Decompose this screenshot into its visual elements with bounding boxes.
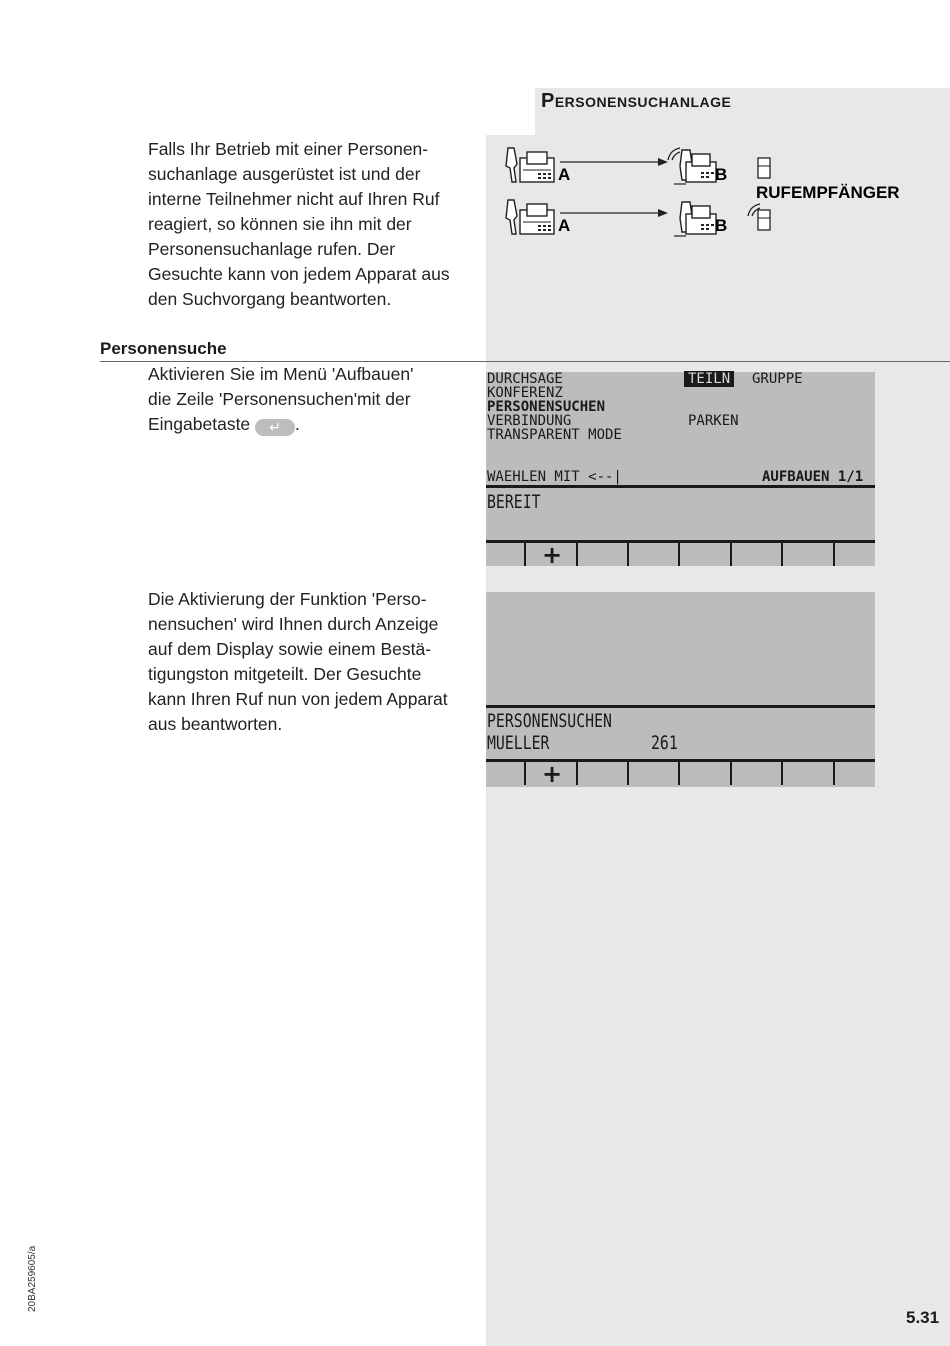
step1-text: Aktivieren Sie im Menü 'Aufbauen' die Zeile 'Personensuchen'mit der Eingabetaste xyxy=(148,364,414,434)
option-gruppe: GRUPPE xyxy=(752,371,803,387)
paging-diagram-graphic xyxy=(496,140,946,245)
menu-item-personensuchen: PERSONENSUCHEN xyxy=(487,399,606,415)
step1-text-end: . xyxy=(295,414,300,434)
enter-key-icon: ↵ xyxy=(255,419,295,436)
display-name: MUELLER xyxy=(487,732,550,754)
display-divider xyxy=(486,705,875,708)
footer-hint: WAEHLEN MIT <--| xyxy=(487,469,622,485)
section-heading: Personensuche xyxy=(100,339,227,358)
paging-diagram xyxy=(496,140,946,245)
arrow-head-top xyxy=(658,158,668,166)
telephone-b-top-icon xyxy=(674,150,716,184)
pager-top-icon xyxy=(758,158,770,178)
page-number: 5.31 xyxy=(906,1308,940,1327)
menu-item-transparent-mode: TRANSPARENT MODE xyxy=(487,427,622,443)
arrow-head-bottom xyxy=(658,209,668,217)
option-parken: PARKEN xyxy=(688,413,739,429)
label-a-top: A xyxy=(558,165,571,184)
telephone-a-bottom-icon xyxy=(506,200,554,234)
softkey-plus[interactable]: + xyxy=(542,541,563,569)
intro-paragraph: Falls Ihr Betrieb mit einer Personen- suchanlage ausgerüstet ist und der interne Teilnehmer nicht auf Ihren Ruf reagiert, so können sie ihn mit der Personensuchanlage rufen. Der Gesuchte kann von jedem Apparat aus den Suchvorgang beantworten. xyxy=(148,139,450,309)
softkey-bar xyxy=(486,541,875,569)
document-id: 20BA259605/a xyxy=(27,1245,38,1312)
display-line1: PERSONENSUCHEN xyxy=(487,710,612,732)
label-b-top: B xyxy=(715,165,728,184)
softkey-bar xyxy=(486,760,875,788)
display-number: 261 xyxy=(651,732,678,754)
menu-item-konferenz: KONFERENZ xyxy=(487,385,563,401)
menu-item-durchsage: DURCHSAGE xyxy=(487,371,563,387)
display-menu-aufbauen xyxy=(486,371,875,569)
softkey-plus[interactable]: + xyxy=(542,760,563,788)
receiver-label: RUFEMPFÄNGER xyxy=(756,183,900,202)
step1-paragraph xyxy=(148,362,478,437)
display-divider xyxy=(486,485,875,488)
pager-bottom-icon xyxy=(758,210,770,230)
menu-item-verbindung: VERBINDUNG xyxy=(487,413,572,429)
option-teiln-highlight: TEILN xyxy=(684,371,734,387)
label-b-bottom: B xyxy=(715,216,728,235)
option-teiln xyxy=(684,372,734,386)
label-a-bottom: A xyxy=(558,216,571,235)
telephone-b-bottom-icon xyxy=(674,202,716,236)
status-text: BEREIT xyxy=(487,491,541,513)
page-title: Personensuchanlage xyxy=(541,90,732,112)
telephone-a-top-icon xyxy=(506,148,554,182)
display-personensuchen xyxy=(486,592,875,787)
footer-page: AUFBAUEN 1/1 xyxy=(762,469,864,485)
ring-waves-top-icon xyxy=(668,148,680,160)
step2-paragraph: Die Aktivierung der Funktion 'Perso- nensuchen' wird Ihnen durch Anzeige auf dem Display sowie einem Bestä- tigungston mitgeteilt. Der Gesuchte kann Ihren Ruf nun von jedem Apparat aus beantworten. xyxy=(148,589,448,734)
